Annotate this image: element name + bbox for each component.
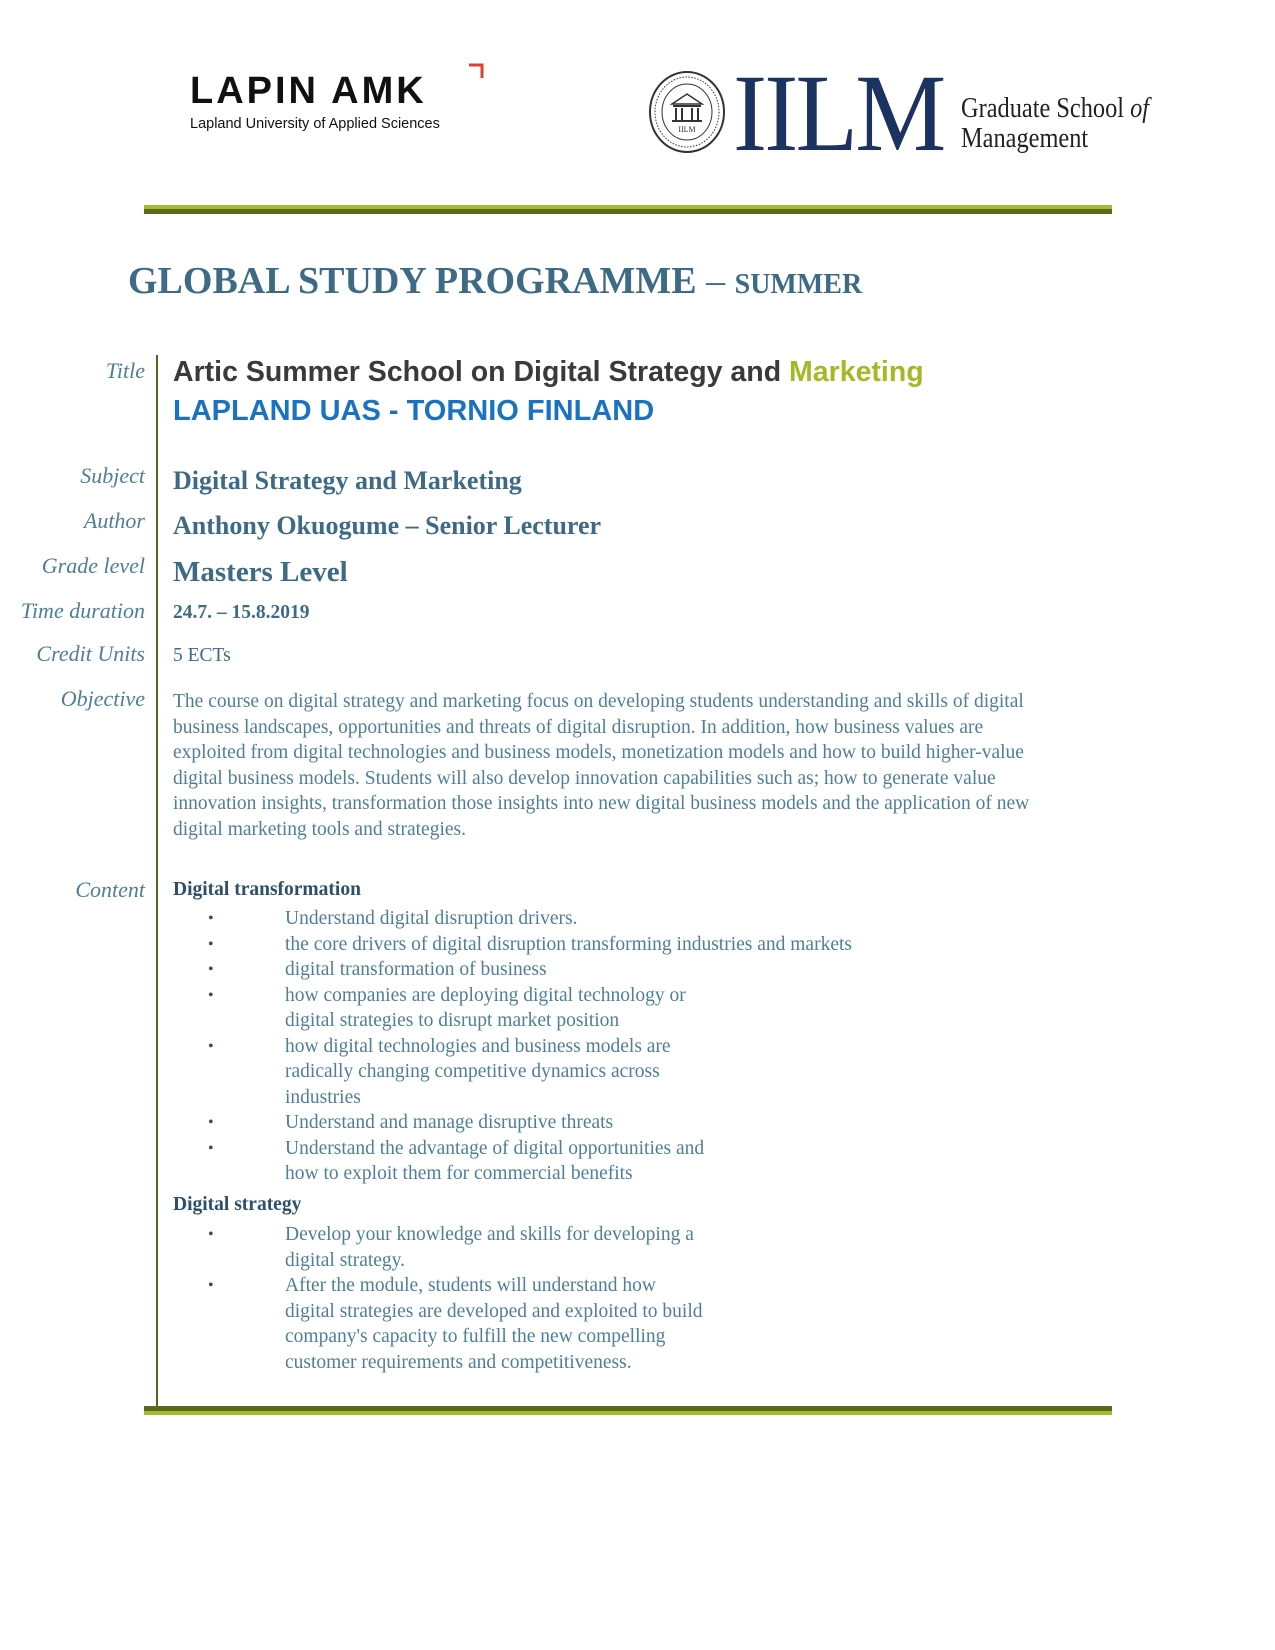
list-item-text: After the module, students will understand how digital strategies are developed and exploited to build company's capacity to fulfill the new compelling customer requirements and competitiveness. — [285, 1275, 703, 1373]
page-title-dash: – — [696, 260, 735, 302]
label-column-divider — [156, 355, 158, 1410]
lapin-amk-logo-text: LAPIN AMK — [190, 70, 427, 112]
course-title-highlight: Marketing — [789, 356, 924, 388]
list-item-text: Understand and manage disruptive threats — [285, 1112, 614, 1133]
page-title — [128, 262, 862, 300]
list-item — [173, 1136, 725, 1187]
label-grade-level: Grade level — [41, 553, 145, 578]
divider-green-band — [144, 1411, 1112, 1415]
bullet-icon: • — [208, 986, 214, 1004]
list-item — [173, 1034, 715, 1111]
list-item — [173, 1273, 705, 1375]
course-author: Anthony Okuogume – Senior Lecturer — [173, 511, 602, 540]
label-subject: Subject — [80, 463, 145, 488]
list-item — [173, 932, 993, 958]
label-author: Author — [83, 508, 145, 533]
list-item-text: Understand the advantage of digital opportunities and how to exploit them for commercial benefits — [285, 1137, 705, 1184]
bullet-icon: • — [208, 935, 214, 953]
bullet-icon: • — [208, 1277, 214, 1294]
list-item-text: digital transformation of business — [285, 959, 547, 980]
label-objective: Objective — [60, 686, 145, 711]
list-item-text: the core drivers of digital disruption transforming industries and markets — [285, 933, 852, 955]
course-location: LAPLAND UAS - TORNIO FINLAND — [173, 395, 655, 427]
list-item — [173, 957, 733, 983]
bullet-icon: • — [208, 1037, 214, 1055]
list-item — [173, 983, 735, 1034]
label-content: Content — [75, 877, 145, 902]
digital-strategy-list — [173, 1222, 733, 1375]
label-credit-units: Credit Units — [36, 641, 145, 666]
lapin-amk-subtitle: Lapland University of Applied Sciences — [190, 116, 440, 132]
list-item-text: Understand digital disruption drivers. — [285, 908, 578, 929]
iilm-seal-icon — [648, 70, 726, 154]
list-item — [173, 1110, 733, 1136]
bullet-icon: • — [208, 1226, 214, 1243]
page-title-main: GLOBAL STUDY PROGRAMME — [128, 260, 697, 302]
section-heading-digital-strategy: Digital strategy — [173, 1194, 302, 1215]
iilm-tagline-line2: Management — [961, 122, 1089, 154]
course-subject: Digital Strategy and Marketing — [173, 466, 522, 495]
list-item — [173, 906, 733, 932]
list-item-text: how digital technologies and business models are radically changing competitive dynamics across industries — [285, 1035, 671, 1108]
digital-transformation-list — [173, 906, 852, 1187]
bullet-icon: • — [208, 1139, 214, 1157]
course-objective: The course on digital strategy and marketing focus on developing students understanding and skills of digital business landscapes, opportunities and threats of digital disruption. In addition, how business values are exploited from digital technologies and business models, monetization models and how to build higher-value digital business models. Students will also develop innovation capabilities such as; how to generate value innovation insights, transformation those insights into new digital business models and the application of new digital marketing tools and strategies. — [173, 691, 1030, 840]
bottom-divider — [144, 1406, 1112, 1415]
bullet-icon: • — [208, 1114, 214, 1131]
course-credit-units: 5 ECTs — [173, 645, 231, 666]
course-grade-level: Masters Level — [173, 556, 348, 588]
seal-label: IILM — [678, 125, 696, 134]
iilm-tagline-a: Graduate School — [961, 92, 1131, 124]
divider-dark-band — [144, 209, 1112, 214]
bullet-icon: • — [208, 961, 214, 978]
list-item-text: Develop your knowledge and skills for developing a digital strategy. — [285, 1224, 694, 1271]
course-title — [173, 358, 924, 387]
course-title-main: Artic Summer School on Digital Strategy and — [173, 356, 790, 388]
course-time-duration: 24.7. – 15.8.2019 — [173, 602, 310, 623]
iilm-tagline-of: of — [1130, 92, 1150, 124]
page-title-season: SUMMER — [734, 269, 863, 300]
lapin-corner-mark-icon — [468, 63, 484, 79]
iilm-logo-text: IILM — [733, 52, 944, 174]
label-title: Title — [105, 358, 145, 383]
list-item-text: how companies are deploying digital technology or digital strategies to disrupt market position — [285, 984, 686, 1031]
list-item — [173, 1222, 725, 1273]
top-divider — [144, 205, 1112, 214]
label-time-duration: Time duration — [20, 598, 145, 623]
section-heading-digital-transformation: Digital transformation — [173, 879, 361, 900]
iilm-tagline-line1 — [961, 94, 1149, 123]
bullet-icon: • — [208, 910, 214, 927]
